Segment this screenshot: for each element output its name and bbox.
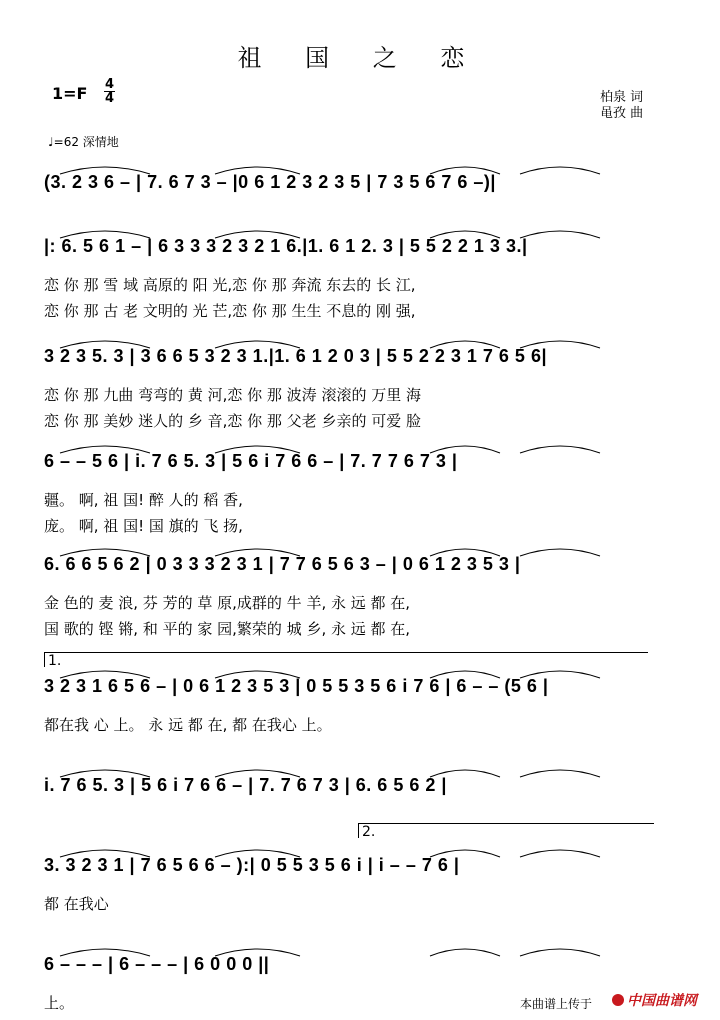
- slur-arc: [430, 770, 500, 777]
- slur-marks: [0, 843, 720, 863]
- slur-arc: [215, 671, 300, 678]
- time-signature: [104, 78, 115, 105]
- logo-icon: [612, 994, 624, 1006]
- slur-arc: [215, 770, 300, 777]
- slur-arc: [60, 341, 150, 348]
- slur-arc: [430, 850, 500, 857]
- slur-arc: [520, 446, 600, 453]
- tempo-marking: ♩=62 深情地: [48, 135, 119, 149]
- slur-arc: [215, 231, 300, 238]
- notation-line: i. 7 6 5. 3 | 5 6 i 7 6 6 – | 7. 7 6 7 3 | 6. 6 5 6 2 |: [44, 775, 447, 795]
- lyrics-verse-2: 庞。 啊, 祖 国! 国 旗的 飞 扬,: [44, 517, 243, 535]
- slur-arc: [520, 671, 600, 678]
- logo-text: 中国曲谱网: [627, 993, 697, 1009]
- slur-marks: [0, 334, 720, 354]
- lyrics-verse-1: 上。: [44, 994, 75, 1012]
- slur-arc: [520, 850, 600, 857]
- slur-arc: [60, 770, 150, 777]
- notation-line: (3. 2 3 6 – | 7. 6 7 3 – |0 6 1 2 3 2 3 5 | 7 3 5 6 7 6 –)|: [44, 172, 496, 192]
- slur-arc: [60, 949, 150, 956]
- slur-marks: [0, 664, 720, 684]
- composer-credit: 黾孜 曲: [600, 106, 644, 121]
- slur-arc: [430, 167, 500, 174]
- slur-arc: [215, 949, 300, 956]
- slur-arc: [215, 446, 300, 453]
- slur-arc: [60, 167, 150, 174]
- upload-credit: 本曲谱上传于: [520, 997, 593, 1011]
- slur-marks: [0, 439, 720, 459]
- slur-marks: [0, 160, 720, 180]
- lyricist-credit: 柏泉 词: [600, 90, 644, 105]
- slur-arc: [60, 850, 150, 857]
- meter-numerator: 4: [105, 77, 115, 92]
- notation-line: 6 – – 5 6 | i. 7 6 5. 3 | 5 6 i 7 6 6 – | 7. 7 7 6 7 3 |: [44, 451, 458, 471]
- notation-line: |: 6. 5 6 1 – | 6 3 3 3 2 3 2 1 6.|1. 6 1 2. 3 | 5 5 2 2 1 3 3.|: [44, 236, 528, 256]
- slur-arc: [60, 671, 150, 678]
- lyrics-verse-1: 都 在我心: [44, 895, 109, 913]
- slur-arc: [520, 770, 600, 777]
- slur-arc: [520, 341, 600, 348]
- slur-arc: [520, 167, 600, 174]
- slur-arc: [430, 949, 500, 956]
- slur-arc: [430, 231, 500, 238]
- slur-arc: [520, 949, 600, 956]
- notation-line: 6 – – – | 6 – – – | 6 0 0 0 ||: [44, 954, 270, 974]
- slur-arc: [430, 341, 500, 348]
- meter-denominator: 4: [105, 91, 115, 106]
- slur-marks: [0, 224, 720, 244]
- lyrics-verse-2: 恋 你 那 美妙 迷人的 乡 音,恋 你 那 父老 乡亲的 可爱 脸: [44, 412, 421, 430]
- lyrics-verse-1: 金 色的 麦 浪, 芬 芳的 草 原,成群的 牛 羊, 永 远 都 在,: [44, 594, 411, 612]
- lyrics-verse-1: 疆。 啊, 祖 国! 醉 人的 稻 香,: [44, 491, 243, 509]
- slur-arc: [430, 549, 500, 556]
- slur-arc: [430, 446, 500, 453]
- slur-arc: [215, 850, 300, 857]
- site-logo: [612, 990, 697, 1010]
- notation-line: 3. 3 2 3 1 | 7 6 5 6 6 – ):| 0 5 5 3 5 6 i | i – – 7 6 |: [44, 855, 460, 875]
- notation-line: 3 2 3 1 6 5 6 – | 0 6 1 2 3 5 3 | 0 5 5 3 5 6 i 7 6 | 6 – – (5 6 |: [44, 676, 549, 696]
- lyrics-verse-2: 恋 你 那 古 老 文明的 光 芒,恋 你 那 生生 不息的 刚 强,: [44, 302, 416, 320]
- slur-arc: [60, 231, 150, 238]
- slur-arc: [215, 341, 300, 348]
- notation-line: 3 2 3 5. 3 | 3 6 6 5 3 2 3 1.|1. 6 1 2 0 3 | 5 5 2 2 3 1 7 6 5 6|: [44, 346, 547, 366]
- notation-line: 6. 6 6 5 6 2 | 0 3 3 3 2 3 1 | 7 7 6 5 6 3 – | 0 6 1 2 3 5 3 |: [44, 554, 521, 574]
- slur-marks: [0, 942, 720, 962]
- key-signature: 1=F: [52, 84, 88, 103]
- slur-arc: [215, 549, 300, 556]
- slur-arc: [430, 671, 500, 678]
- slur-arc: [60, 549, 150, 556]
- slur-arc: [60, 446, 150, 453]
- slur-marks: [0, 542, 720, 562]
- volta-2: 2.: [358, 823, 654, 838]
- lyrics-verse-1: 恋 你 那 雪 域 高原的 阳 光,恋 你 那 奔流 东去的 长 江,: [44, 276, 416, 294]
- slur-marks: [0, 763, 720, 783]
- slur-arc: [520, 549, 600, 556]
- slur-arc: [520, 231, 600, 238]
- lyrics-verse-1: 恋 你 那 九曲 弯弯的 黄 河,恋 你 那 波涛 滚滚的 万里 海: [44, 386, 421, 404]
- lyrics-verse-1: 都在我 心 上。 永 远 都 在, 都 在我心 上。: [44, 716, 332, 734]
- slur-arc: [215, 167, 300, 174]
- page-title: 祖 国 之 恋: [237, 44, 483, 72]
- volta-1: 1.: [44, 652, 648, 667]
- lyrics-verse-2: 国 歌的 铿 锵, 和 平的 家 园,繁荣的 城 乡, 永 远 都 在,: [44, 620, 411, 638]
